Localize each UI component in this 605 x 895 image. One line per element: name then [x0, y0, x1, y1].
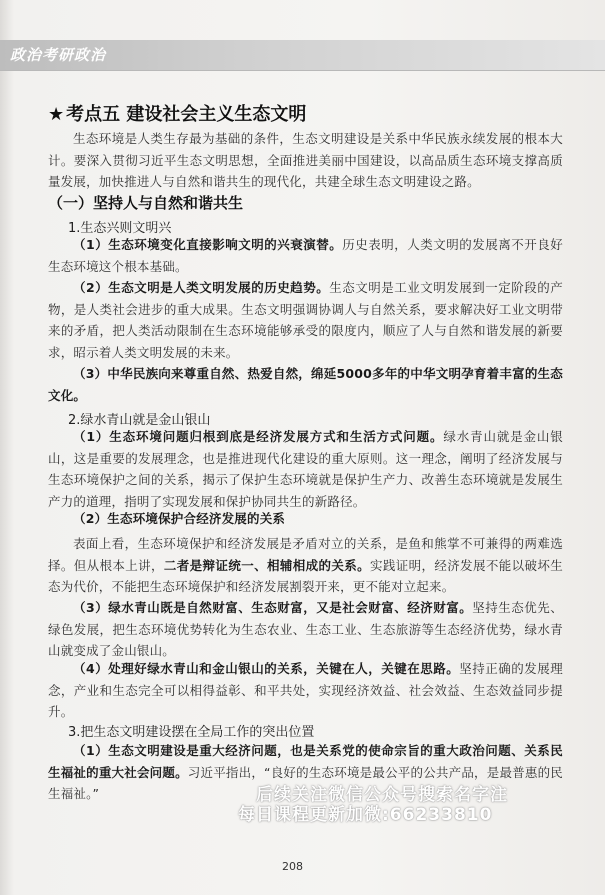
page-number: 208	[282, 860, 303, 873]
subsection-2-title: 2.绿水青山就是金山银山	[68, 413, 211, 428]
paragraph-3-1-text: 习近平指出，“良好的生态环境是最公平的公共产品，是最普惠的民生福祉。”	[48, 764, 564, 801]
paragraph-2-3-bold: （3）绿水青山既是自然财富、生态财富，又是社会财富、经济财富。	[73, 600, 473, 615]
header-title: 政治考研政治	[10, 46, 107, 64]
paragraph-2-4	[48, 658, 563, 723]
paragraph-2-3	[48, 597, 563, 662]
paragraph-1-2-bold: （2）生态文明是人类文明发展的历史趋势。	[73, 280, 330, 295]
paragraph-2-4-bold: （4）处理好绿水青山和金山银山的关系，关键在人，关键在思路。	[73, 661, 460, 676]
watermark-line-2: 每日课程更新加微:66233810	[238, 805, 493, 825]
section-title-text: 考点五 建设社会主义生态文明	[66, 104, 307, 125]
paragraph-2-1	[48, 426, 563, 512]
paragraph-2-4-text: 坚持正确的发展理念，产业和生态完全可以相得益彰、和平共处，实现经济效益、社会效益、生态效益同步提升。	[48, 661, 563, 719]
paragraph-1-1-text: 历史表明，人类文明的发展离不开良好生态环境这个根本基础。	[48, 237, 563, 274]
paragraph-2-2-a: 表面上看，生态环境保护和经济发展是矛盾对立的关系，是鱼和熊掌不可兼得的两难选择。但从根本上讲，	[48, 536, 563, 573]
paragraph-2-2-b: 二者是辩证统一、相辅相成的关系。	[163, 557, 370, 573]
paragraph-1-3: （3）中华民族向来尊重自然、热爱自然，绵延5000多年的中华文明孕育着丰富的生态文化。	[48, 366, 563, 403]
paragraph-2-2-heading: （2）生态环境保护合经济发展的关系	[73, 511, 286, 526]
section-title	[48, 100, 306, 126]
intro-paragraph: 生态环境是人类生存最为基础的条件，生态文明建设是关系中华民族永续发展的根本大计。要深入贯彻习近平生态文明思想，全面推进美丽中国建设，以高品质生态环境支撑高质量发展，加快推进人与自然和谐共生的现代化，共建全球生态文明建设之路。	[48, 131, 563, 189]
subsection-heading: （一）坚持人与自然和谐共生	[48, 194, 244, 212]
watermark-line-1: 后续关注微信公众号搜索名字注	[256, 785, 508, 805]
paragraph-1-2-text: 生态文明是工业文明发展到一定阶段的产物，是人类社会进步的重大成果。生态文明强调协调人与自然关系，要求解决好工业文明带来的矛盾，把人类活动限制在生态环境能够承受的限度内，顺应了人与自然和谐发展的新要求，昭示着人类文明发展的未来。	[48, 280, 563, 360]
header-rule	[0, 70, 605, 71]
subsection-1-title: 1.生态兴则文明兴	[68, 221, 172, 236]
paragraph-1-1-bold: （1）生态环境变化直接影响文明的兴衰演替。	[73, 237, 343, 252]
paragraph-2-1-bold: （1）生态环境问题归根到底是经济发展方式和生活方式问题。	[73, 429, 444, 444]
paragraph-1-1	[48, 234, 563, 277]
star-icon: ★	[48, 104, 65, 125]
paragraph-2-1-text: 绿水青山就是金山银山，这是重要的发展理念，也是推进现代化建设的重大原则。这一理念，阐明了经济发展与生态环境保护之间的关系，揭示了保护生态环境就是保护生产力、改善生态环境就是发展生产力的道理，指明了实现发展和保护协同共生的新路径。	[48, 429, 563, 509]
paragraph-2-2	[48, 533, 563, 598]
paragraph-1-2	[48, 277, 563, 363]
paragraph-3-1-bold: （1）生态文明建设是重大经济问题，也是关系党的使命宗旨的重大政治问题、关系民生福祉的重大社会问题。	[48, 743, 563, 780]
subsection-3-title: 3.把生态文明建设摆在全局工作的突出位置	[68, 725, 315, 740]
paragraph-2-3-text: 坚持生态优先、绿色发展，把生态环境优势转化为生态农业、生态工业、生态旅游等生态经济优势，绿水青山就变成了金山银山。	[48, 600, 563, 658]
paragraph-2-2-c: 实践证明，经济发展不能以破坏生态为代价，不能把生态环境保护和经济发展割裂开来，更不能对立起来。	[48, 557, 563, 594]
